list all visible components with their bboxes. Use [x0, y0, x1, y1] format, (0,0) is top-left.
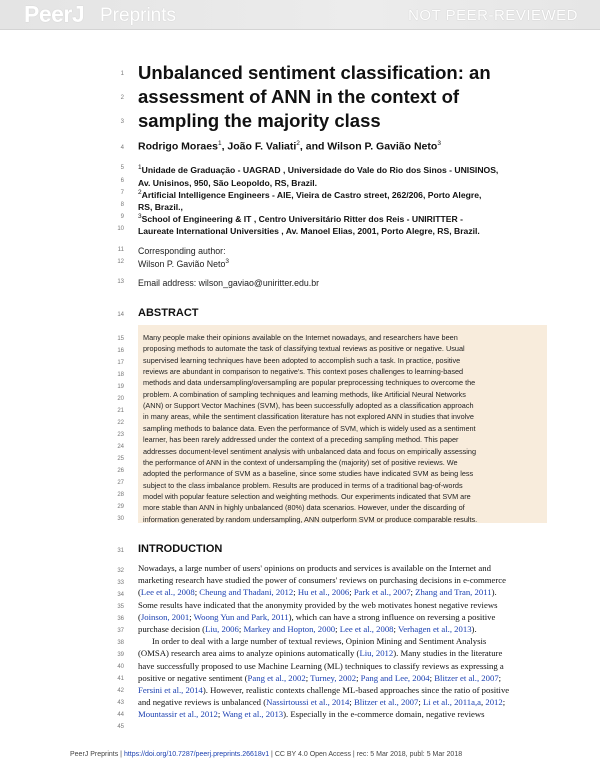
abstract-line: information generated by random undersampling, ANN outperform SVM or produce comparable results.: [143, 514, 478, 524]
citation-link[interactable]: Verhagen et al., 2013: [397, 624, 472, 634]
line-number: 30: [117, 516, 124, 522]
citation-link[interactable]: Pang et al., 2002: [247, 672, 306, 683]
line-number: 20: [117, 396, 124, 402]
line-number: 4: [120, 145, 124, 151]
abstract-line: the performance of ANN in the context of undersampling the (majority) set of positive reviews. We: [143, 457, 458, 467]
line-number: 29: [117, 504, 124, 510]
line-number: 2: [120, 95, 124, 101]
citation-link[interactable]: Wang et al., 2013: [222, 709, 284, 720]
abstract-line: Many people make their opinions available on the Internet nowadays, and researchers have been: [143, 333, 458, 342]
abstract-line: learner, has been rarely addressed under the context of a preceding sampling method. This paper: [143, 435, 459, 445]
line-number: 31: [117, 548, 124, 554]
citation-link[interactable]: Fersini et al., 2014: [138, 685, 203, 695]
line-number: 15: [117, 336, 124, 342]
line-number: 23: [117, 432, 124, 438]
line-number: 27: [117, 480, 124, 486]
corresponding-author-name: Wilson P. Gavião Neto$^3$: [138, 258, 229, 269]
citation-link[interactable]: Pang and Lee, 2004: [360, 672, 430, 683]
line-number: 26: [117, 468, 124, 474]
line-number: 1: [120, 71, 124, 77]
line-number: 6: [120, 178, 124, 184]
abstract-line: model with popular feature selection and weighting methods. Our experiments indicated that SVM are: [143, 491, 471, 501]
line-number: 22: [117, 420, 124, 426]
line-number: 10: [117, 226, 124, 232]
introduction-line: Some results have indicated that the anonymity provided by the web motivates honest negative reviews: [138, 599, 498, 610]
introduction-line: have successfully proposed to use Machine Learning (ML) techniques to classify reviews as expressing a: [138, 660, 504, 671]
introduction-heading: INTRODUCTION: [138, 543, 223, 555]
abstract-line: reviews are abundant in comparison to negative's. This context poses challenges to learning-based: [143, 367, 464, 377]
citation-link[interactable]: Cheung and Thadani, 2012: [199, 587, 294, 598]
introduction-line: (Joinson, 2001; Woong Yun and Park, 2011), which can have a strong influence on reversing a positive: [138, 611, 496, 622]
line-number: 34: [117, 592, 124, 598]
line-number: 32: [117, 568, 124, 574]
line-number: 12: [117, 259, 124, 265]
line-number: 43: [117, 700, 124, 706]
affiliation-line: $^1$Unidade de Graduação - UAGRAD , Universidade do Vale do Rio dos Sinos - UNISINOS,: [138, 164, 499, 175]
introduction-line: purchase decision (Liu, 2006; Markey and Hopton, 2000; Lee et al., 2008; Verhagen et al., 2013).: [138, 624, 477, 634]
citation-link[interactable]: Nassirtoussi et al., 2014: [266, 697, 350, 708]
line-number: 36: [117, 616, 124, 622]
paper-title-line-2: assessment of ANN in the context of: [138, 86, 460, 107]
line-number: 21: [117, 408, 124, 414]
abstract-line: problem. A combination of sampling techniques and learning methods, like Artificial Neural Networks: [143, 389, 466, 399]
line-number: 14: [117, 312, 124, 318]
affiliation-line: $^3$School of Engineering & IT , Centro Universitário Ritter dos Reis - UNIRITTER -: [138, 213, 463, 224]
citation-link[interactable]: Blitzer et al., 2007: [434, 672, 499, 683]
affiliation-line: Laureate International Universities , Av. Manoel Elias, 2001, Porto Alegre, RS, Brazil.: [138, 225, 480, 236]
abstract-line: methods and data undersampling/oversampling are popular preprocessing techniques to overcome the: [143, 378, 476, 388]
not-peer-reviewed-label: NOT PEER-REVIEWED: [408, 7, 578, 24]
introduction-line: marketing research have studied the power of consumers' reviews on purchasing decisions in e-commerce: [138, 575, 507, 586]
abstract-heading: ABSTRACT: [138, 307, 199, 319]
line-number: 35: [117, 604, 124, 610]
introduction-line: Nowadays, a large number of users' opinions on products and services is available on the Internet and: [138, 563, 491, 573]
line-number: 18: [117, 372, 124, 378]
abstract-line: subject to the class imbalance problem. Results are produced in terms of a traditional bag-of-words: [143, 480, 463, 490]
abstract-line: proposing methods to automate the task of classifying textual reviews as positive or negative. Usual: [143, 344, 465, 354]
line-number: 33: [117, 580, 124, 586]
citation-link[interactable]: Liu, 2012: [359, 648, 394, 659]
citation-link[interactable]: Woong Yun and Park, 2011: [193, 611, 289, 622]
citation-link[interactable]: Joinson, 2001: [140, 611, 190, 622]
author-list: Rodrigo Moraes$^1$, João F. Valiati$^2$, and Wilson P. Gavião Neto$^3$: [138, 140, 441, 153]
line-number: 40: [117, 664, 124, 670]
introduction-line: and negative reviews is unbalanced (Nassirtoussi et al., 2014; Blitzer et al., 2007; Li et al., 2011a,a, 2012;: [138, 697, 506, 708]
citation-link[interactable]: Li et al., 2011a,a: [422, 697, 482, 708]
citation-link[interactable]: Zhang and Tran, 2011: [415, 587, 492, 598]
line-number: 17: [117, 360, 124, 366]
abstract-line: addresses document-level sentiment analysis with unbalanced data and focus on empirically assessing: [143, 446, 477, 456]
line-number: 25: [117, 456, 124, 462]
line-number: 24: [117, 444, 124, 450]
line-number: 7: [120, 190, 124, 196]
line-number: 28: [117, 492, 124, 498]
preprint-header-bar: [0, 0, 600, 30]
abstract-line: adopted the performance of SVM as a baseline, since some studies have indicated SVM as being less: [143, 469, 474, 479]
citation-link[interactable]: Lee et al., 2008: [339, 624, 394, 634]
introduction-line: Mountassir et al., 2012; Wang et al., 2013). Especially in the e-commerce domain, negative reviews: [138, 709, 485, 720]
citation-link[interactable]: Liu, 2006: [205, 624, 239, 634]
line-number: 41: [117, 676, 124, 682]
paper-title-line-1: Unbalanced sentiment classification: an: [138, 62, 491, 83]
citation-link[interactable]: 2012: [485, 697, 503, 708]
preprint-footer: PeerJ Preprints | https://doi.org/10.7287/peerj.preprints.26618v1 | CC BY 4.0 Open Access | rec: 5 Mar 2018, publ: 5 Mar 2018: [70, 751, 463, 758]
line-number: 11: [117, 247, 124, 253]
abstract-line: supervised learning techniques have been adopted to accomplish such a task. In practice, positive: [143, 355, 461, 365]
citation-link[interactable]: Blitzer et al., 2007: [353, 697, 419, 708]
citation-link[interactable]: Turney, 2002: [310, 672, 357, 683]
introduction-line: (Lee et al., 2008; Cheung and Thadani, 2012; Hu et al., 2006; Park et al., 2007; Zhang and Tran, 2011).: [138, 587, 497, 598]
introduction-line: In order to deal with a large number of textual reviews, Opinion Mining and Sentiment Analysis: [152, 636, 487, 647]
line-number: 5: [120, 165, 124, 171]
line-number: 3: [120, 119, 124, 125]
abstract-line: in many areas, while the sentiment classification literature has not explored ANN in studies that involve: [143, 412, 474, 422]
citation-link[interactable]: Markey and Hopton, 2000: [243, 624, 336, 634]
introduction-line: Fersini et al., 2014). However, realistic contexts challenge ML-based approaches since the ratio of positive: [138, 685, 510, 695]
line-number: 44: [117, 712, 124, 718]
corresponding-author-label: Corresponding author:: [138, 246, 226, 256]
paper-title-line-3: sampling the majority class: [138, 110, 381, 131]
affiliation-line: $^2$Artificial Intelligence Engineers - AIE, Vieira de Castro street, 262/206, Porto Alegre,: [138, 189, 482, 200]
line-number: 8: [120, 202, 124, 208]
line-number: 42: [117, 688, 124, 694]
abstract-line: sampling methods to balance data. Even the performance of SVM, which is widely used as a sentiment: [143, 423, 476, 433]
line-number: 45: [117, 724, 124, 730]
citation-link[interactable]: Mountassir et al., 2012: [138, 709, 218, 720]
citation-link[interactable]: Hu et al., 2006: [297, 587, 350, 598]
citation-link[interactable]: Park et al., 2007: [353, 587, 411, 598]
line-number: 16: [117, 348, 124, 354]
corresponding-author-email[interactable]: Email address: wilson_gaviao@uniritter.edu.br: [138, 278, 320, 288]
abstract-line: (ANN) or Support Vector Machines (SVM), has been successfully adopted as a classification approach: [143, 401, 474, 411]
abstract-line: more stable than ANN in highly unbalanced (80%) data scenarios. However, under the discarding of: [143, 503, 465, 513]
line-number: 9: [120, 214, 124, 220]
doi-link[interactable]: https://doi.org/10.7287/peerj.preprints.26618v1: [123, 751, 270, 758]
line-number: 37: [117, 628, 124, 634]
line-number: 13: [117, 279, 124, 285]
author-name: Rodrigo Moraes: [138, 140, 218, 153]
affiliation-line: Av. Unisinos, 950, São Leopoldo, RS, Brazil.: [138, 177, 318, 188]
line-number: 39: [117, 652, 124, 658]
line-number: 38: [117, 640, 124, 646]
introduction-line: positive or negative sentiment (Pang et al., 2002; Turney, 2002; Pang and Lee, 2004; Blitzer et al., 2007;: [138, 672, 502, 683]
affiliation-line: RS, Brazil.,: [138, 201, 183, 212]
citation-link[interactable]: Lee et al., 2008: [140, 587, 195, 598]
introduction-line: (OMSA) research area aims to analyze opinions automatically (Liu, 2012). Many studies in the literature: [138, 648, 503, 659]
peerj-logo-text: PeerJ: [24, 1, 85, 27]
preprints-logo-text: Preprints: [100, 5, 177, 26]
line-number: 19: [117, 384, 124, 390]
